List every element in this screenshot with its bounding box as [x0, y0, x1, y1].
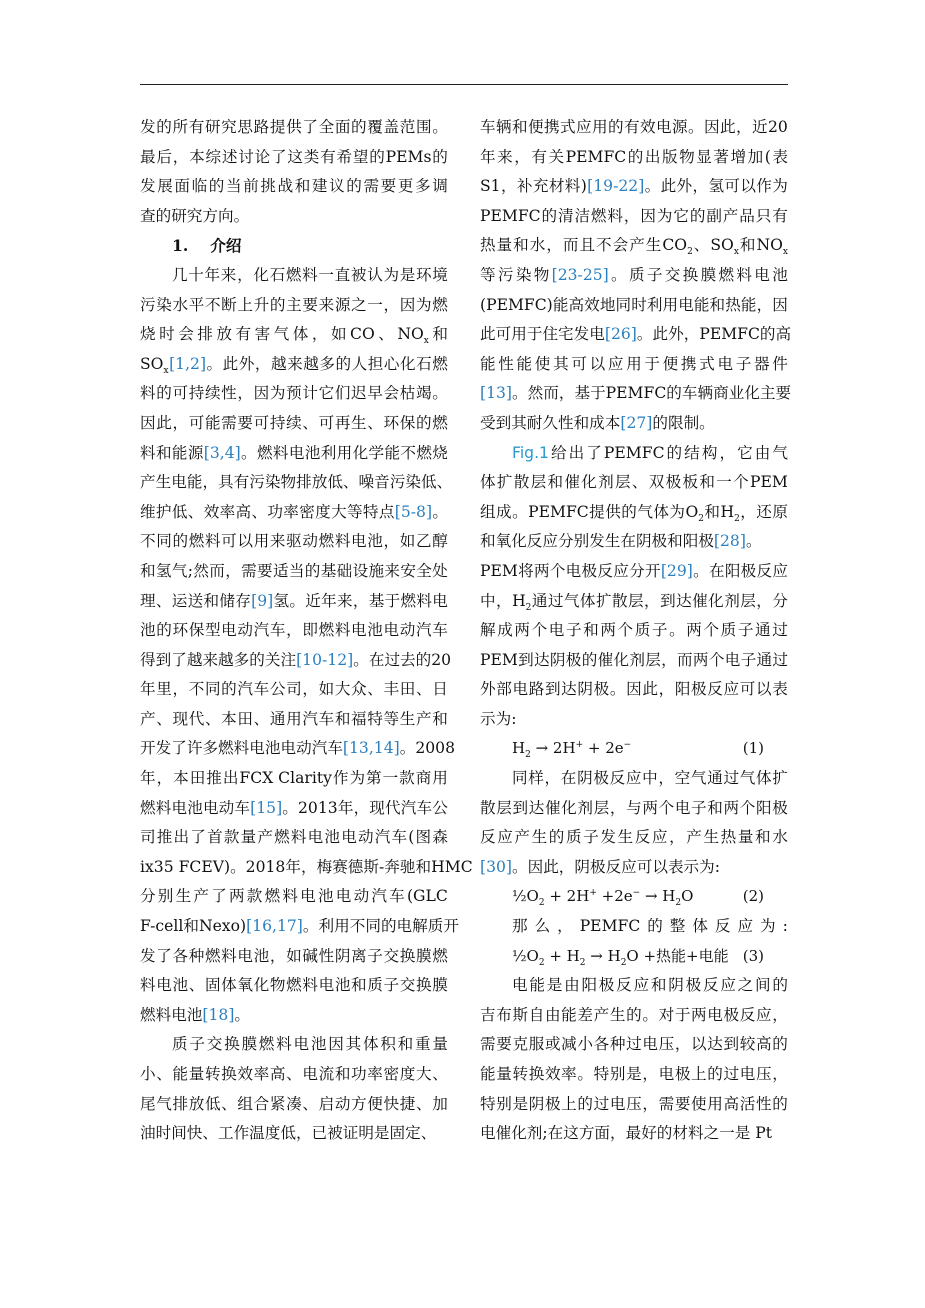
text-line: PEM 将 两 个 电 极 反 应 分 开 [29] 。 在 阳 极 反 应 — [480, 561, 788, 580]
text-line: 反 应 产 生 的 质 子 发 生 反 应 ， 产 生 热 量 和 水 — [480, 828, 788, 847]
text-line: Fig.1 给 出 了 PEMFC 的 结 构 ， 它 由 气 — [512, 443, 788, 462]
text-line: 查的研究方向。 — [140, 206, 250, 225]
text-line: 料 和 能 源 [3,4] 。 燃 料 电 池 利 用 化 学 能 不 燃 烧 — [140, 443, 448, 462]
text-line: 年 ， 本 田 推 出 FCX Clarity 作 为 第 一 款 商 用 — [140, 769, 448, 788]
text-line: ix35 FCEV) 。 2018 年 ， 梅 赛 德 斯 - 奔 驰 和 HMC — [140, 857, 473, 876]
text-line: 和 氢 气 ; 然 而 ， 需 要 适 当 的 基 础 设 施 来 安 全 处 — [140, 561, 448, 580]
left-column — [140, 113, 473, 1149]
text-line: 等 污 染 物 [23-25] 。 质 子 交 换 膜 燃 料 电 池 — [480, 265, 788, 284]
section-heading: 1. 介绍 — [172, 236, 242, 256]
text-line: 特 别 是 阴 极 上 的 过 电 压 ， 需 要 使 用 高 活 性 的 — [480, 1094, 788, 1113]
text-line: 池 的 环 保 型 电 动 汽 车 ， 即 燃 料 电 池 电 动 汽 车 — [140, 621, 448, 640]
text-line: 外 部 电 路 到 达 阴 极 。 因 此 ， 阳 极 反 应 可 以 表 — [480, 680, 788, 699]
text-line: 散 层 到 达 催 化 剂 层 ， 与 两 个 电 子 和 两 个 阳 极 — [480, 798, 788, 817]
text-line: 燃料电池[18]。 — [140, 1005, 251, 1024]
text-line: F-cell 和 Nexo) [16,17] 。 利 用 不 同 的 电 解 质 开 — [140, 917, 459, 936]
header-rule — [140, 84, 788, 85]
text-line: 污 染 水 平 不 断 上 升 的 主 要 来 源 之 一 ， 因 为 燃 — [140, 295, 448, 314]
text-line: 热 量 和 水 ， 而 且 不 会 产 生 $CO_2$ 、 $SO_x$ 和 $NO_x$ — [480, 236, 788, 258]
text-line: 年 来 ， 有 关 PEMFC 的 出 版 物 显 著 增 加 ( 表 — [480, 147, 788, 166]
text-line: 发 的 所 有 研 究 思 路 提 供 了 全 面 的 覆 盖 范 围 。 — [140, 118, 448, 136]
text-line: 燃 料 电 池 电 动 车 [15] 。 2013 年 ， 现 代 汽 车 公 — [140, 798, 448, 817]
text-line: (PEMFC) 能 高 效 地 同 时 利 用 电 能 和 热 能 ， 因 — [480, 295, 788, 314]
equation: $\frac{1}{2}O_2 + H_2 \to H_2O$ +热能+电能 (3) — [512, 946, 764, 968]
text-line: 电 能 是 由 阳 极 反 应 和 阴 极 反 应 之 间 的 — [512, 976, 788, 995]
text-line: 烧 时 会 排 放 有 害 气 体 ， 如 CO 、 $NO_x$ 和 — [140, 325, 448, 347]
text-line: 此 可 用 于 住 宅 发 电 [26] 。 此 外 ， PEMFC 的 高 — [480, 325, 792, 344]
text-line: 不 同 的 燃 料 可 以 用 来 驱 动 燃 料 电 池 ， 如 乙 醇 — [140, 532, 448, 551]
text-line: 小 、 能 量 转 换 效 率 高 、 电 流 和 功 率 密 度 大 、 — [140, 1065, 448, 1083]
text-line: 质 子 交 换 膜 燃 料 电 池 因 其 体 积 和 重 量 — [172, 1035, 448, 1054]
text-line: 受到其耐久性和成本[27]的限制。 — [480, 413, 715, 432]
text-line: PEMFC 的 清 洁 燃 料 ， 因 为 它 的 副 产 品 只 有 — [480, 206, 788, 225]
text-line: [13] 。 然 而 ， 基 于 PEMFC 的 车 辆 商 业 化 主 要 — [480, 384, 792, 403]
text-line: $SO_x$ [1,2] 。 此 外 ， 越 来 越 多 的 人 担 心 化 石 燃 — [140, 354, 448, 376]
text-line: 料 的 可 持 续 性 ， 因 为 预 计 它 们 迟 早 会 枯 竭 。 — [140, 384, 448, 403]
text-line: 开 发 了 许 多 燃 料 电 池 电 动 汽 车 [13,14] 。 2008 — [140, 739, 456, 758]
text-line: 司 推 出 了 首 款 量 产 燃 料 电 池 电 动 汽 车 ( 图 森 — [140, 828, 448, 847]
text-line: 组 成 。 PEMFC 提 供 的 气 体 为 $O_2$ 和 $H_2$ ， 还 原 — [480, 502, 788, 524]
text-line: 产 、 现 代 、 本 田 、 通 用 汽 车 和 福 特 等 生 产 和 — [140, 709, 448, 728]
text-line: 发 了 各 种 燃 料 电 池 ， 如 碱 性 阴 离 子 交 换 膜 燃 — [140, 946, 448, 965]
text-line: 需 要 克 服 或 减 小 各 种 过 电 压 ， 以 达 到 较 高 的 — [480, 1035, 788, 1054]
text-line: 最 后 ， 本 综 述 讨 论 了 这 类 有 希 望 的 PEMs 的 — [140, 147, 448, 166]
text-line: 中 ， $H_2$ 通 过 气 体 扩 散 层 ， 到 达 催 化 剂 层 ， 分 — [480, 591, 788, 613]
text-line: 能 量 转 换 效 率 。 特 别 是 ， 电 极 上 的 过 电 压 ， — [480, 1065, 788, 1083]
text-line: S1 ， 补 充 材 料 ) [19-22] 。 此 外 ， 氢 可 以 作 为 — [480, 177, 788, 196]
text-line: [30]。因此，阴极反应可以表示为: — [480, 857, 720, 876]
text-line: 尾 气 排 放 低 、 组 合 紧 凑 、 启 动 方 便 快 捷 、 加 — [140, 1094, 448, 1113]
text-line: 吉 布 斯 自 由 能 差 产 生 的 。 对 于 两 电 极 反 应 ， — [480, 1005, 788, 1024]
text-line: 那 么 ， PEMFC 的 整 体 反 应 为 : — [512, 917, 788, 936]
text-line: 油时间快、工作温度低，已被证明是固定、 — [140, 1124, 437, 1143]
text-line: 能 性 能 使 其 可 以 应 用 于 便 携 式 电 子 器 件 — [480, 354, 788, 373]
text-line: 电催化剂;在这方面，最好的材料之一是 Pt — [480, 1124, 773, 1143]
text-line: 和氧化反应分别发生在阴极和阳极[28]。 — [480, 532, 762, 551]
equation: $\frac{1}{2}O_2 + 2H^+ +2e^- \to H_2O$ (2) — [512, 887, 764, 909]
text-line: 产 生 电 能 ， 具 有 污 染 物 排 放 低 、 噪 音 污 染 低 、 — [140, 473, 453, 492]
text-line: 分 别 生 产 了 两 款 燃 料 电 池 电 动 汽 车 (GLC — [140, 887, 448, 906]
text-line: 车 辆 和 便 携 式 应 用 的 有 效 电 源 。 因 此 ， 近 20 — [480, 118, 788, 136]
equation: $H_2 \to 2H^+ + 2e^-$ (1) — [512, 739, 764, 761]
text-line: 得 到 了 越 来 越 多 的 关 注 [10-12] 。 在 过 去 的 20 — [140, 650, 452, 669]
text-line: 几 十 年 来 ， 化 石 燃 料 一 直 被 认 为 是 环 境 — [172, 265, 448, 284]
text-line: 理 、 运 送 和 储 存 [9] 氢 。 近 年 来 ， 基 于 燃 料 电 — [140, 591, 448, 610]
text-line: PEM 到 达 阴 极 的 催 化 剂 层 ， 而 两 个 电 子 通 过 — [480, 650, 788, 669]
text-line: 发 展 面 临 的 当 前 挑 战 和 建 议 的 需 要 更 多 调 — [140, 177, 448, 196]
text-line: 示为: — [480, 709, 517, 728]
text-line: 维 护 低 、 效 率 高 、 功 率 密 度 大 等 特 点 [5-8] 。 — [140, 502, 448, 521]
text-line: 因 此 ， 可 能 需 要 可 持 续 、 可 再 生 、 环 保 的 燃 — [140, 413, 448, 432]
text-line: 解 成 两 个 电 子 和 两 个 质 子 。 两 个 质 子 通 过 — [480, 621, 788, 640]
text-line: 料 电 池 、 固 体 氧 化 物 燃 料 电 池 和 质 子 交 换 膜 — [140, 976, 448, 995]
text-line: 同 样 ， 在 阴 极 反 应 中 ， 空 气 通 过 气 体 扩 — [512, 769, 788, 788]
right-column — [480, 113, 792, 1149]
text-line: 年 里 ， 不 同 的 汽 车 公 司 ， 如 大 众 、 丰 田 、 日 — [140, 680, 448, 699]
text-line: 体 扩 散 层 和 催 化 剂 层 、 双 极 板 和 一 个 PEM — [480, 473, 788, 492]
